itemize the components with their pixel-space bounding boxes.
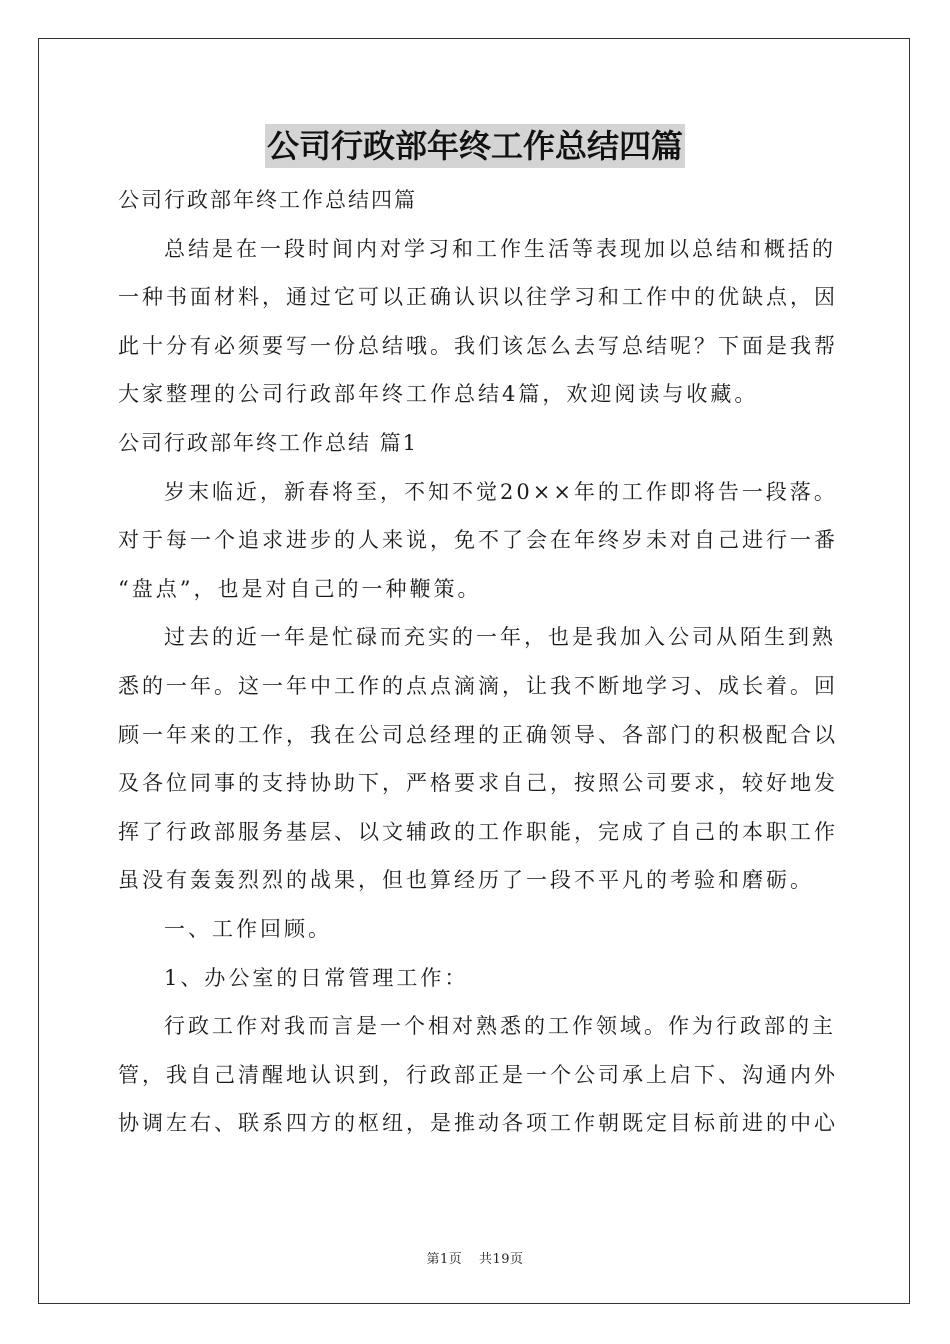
- paragraph-line: 虽没有轰轰烈烈的战果，但也算经历了一段不平凡的考验和磨砺。: [118, 868, 814, 893]
- paragraph-line: “盘点”，也是对自己的一种鞭策。: [118, 576, 482, 601]
- paragraph-line: 及各位同事的支持协助下，严格要求自己，按照公司要求，较好地发: [118, 771, 838, 796]
- document-body: [118, 176, 838, 1148]
- title-container: [0, 124, 950, 168]
- paragraph-line: 岁末临近，新春将至，不知不觉20××年的工作即将告一段落。: [164, 479, 838, 504]
- paragraph-line: 总结是在一段时间内对学习和工作生活等表现加以总结和概括的: [164, 236, 836, 261]
- page-total: 共19页: [478, 1252, 524, 1267]
- section-heading: 公司行政部年终工作总结 篇1: [118, 430, 419, 455]
- paragraph-line: 行政工作对我而言是一个相对熟悉的工作领域。作为行政部的主: [164, 1014, 836, 1039]
- subtitle-line: 公司行政部年终工作总结四篇: [118, 188, 417, 212]
- paragraph-line: 协调左右、联系四方的枢纽，是推动各项工作朝既定目标前进的中心: [118, 1111, 838, 1136]
- paragraph-line: 过去的近一年是忙碌而充实的一年，也是我加入公司从陌生到熟: [164, 625, 836, 650]
- page-footer: [0, 1248, 950, 1267]
- paragraph-line: 挥了行政部服务基层、以文辅政的工作职能，完成了自己的本职工作: [118, 819, 838, 844]
- paragraph-line: 对于每一个追求进步的人来说，免不了会在年终岁未对自己进行一番: [118, 528, 838, 553]
- subheading-line: 一、工作回顾。: [164, 916, 332, 941]
- paragraph-line: 管，我自己清醒地认识到，行政部正是一个公司承上启下、沟通内外: [118, 1062, 838, 1087]
- paragraph-line: 大家整理的公司行政部年终工作总结4篇，欢迎阅读与收藏。: [118, 382, 759, 407]
- subheading-line: 1、办公室的日常管理工作：: [164, 965, 469, 990]
- paragraph-line: 顾一年来的工作，我在公司总经理的正确领导、各部门的积极配合以: [118, 722, 838, 747]
- paragraph-line: 一种书面材料，通过它可以正确认识以往学习和工作中的优缺点，因: [118, 285, 838, 310]
- document-title: 公司行政部年终工作总结四篇: [265, 124, 685, 168]
- paragraph-line: 此十分有必须要写一份总结哦。我们该怎么去写总结呢？下面是我帮: [118, 333, 838, 358]
- paragraph-line: 悉的一年。这一年中工作的点点滴滴，让我不断地学习、成长着。回: [118, 673, 838, 698]
- page-number: 第1页: [426, 1252, 463, 1267]
